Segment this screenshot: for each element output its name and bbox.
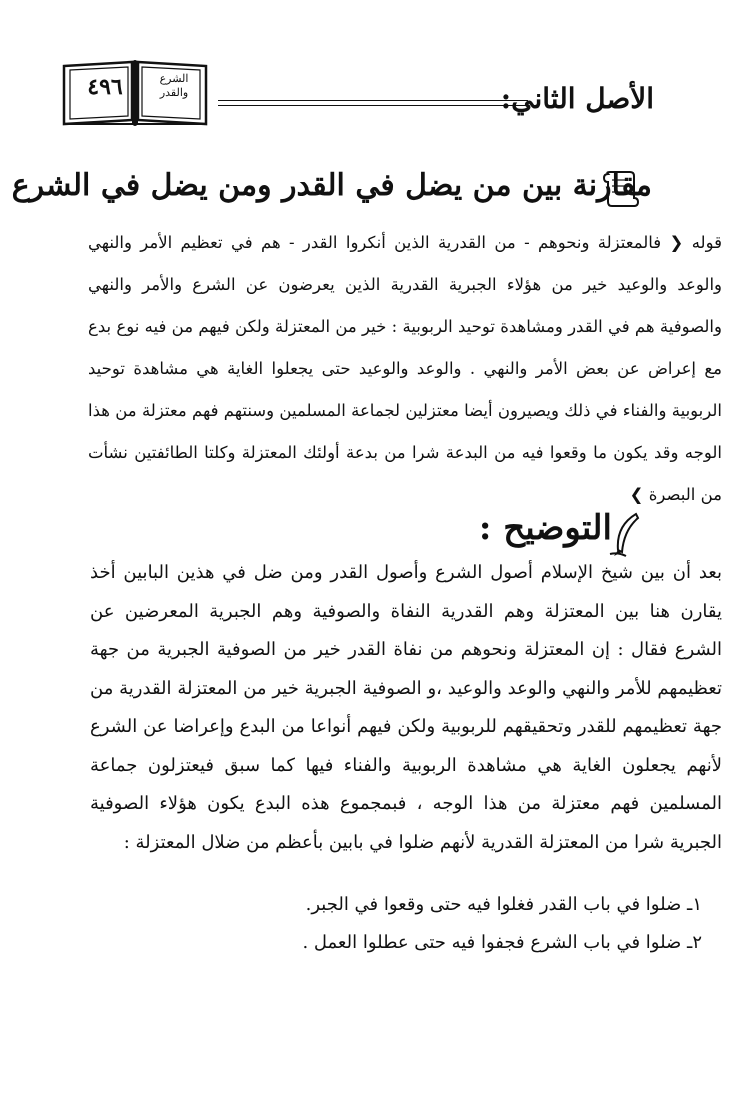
- header-rule: [218, 105, 528, 106]
- list-item: ٢ـ ضلوا في باب الشرع فجفوا فيه حتى عطلوا العمل .: [302, 932, 702, 953]
- points-list: [190, 886, 702, 962]
- explanation-text: بعد أن بين شيخ الإسلام أصول الشرع وأصول القدر ومن ضل في هذين البابين أخذ يقارن هنا بين المعتزلة وهم القدرية النفاة والصوفية وهم الجبرية المعرضين عن الشرع فقال : إن المعتزلة ونحوهم من نفاة القدر خير من الصوفية الجبرية من جهة تعظيمهم للأمر والنهي والوعد والوعيد ،و الصوفية الجبرية خير من المعتزلة القدرية من جهة تعظيمهم للقدر وتحقيقهم للربوبية ولكن فيهم أنواعا من البدع وإعراضا عن الشرع لأنهم يجعلون الغاية هي مشاهدة الربوبية والفناء فيها كما سبق فيعتزلون جماعة المسلمين فهم معتزلة من هذا الوجه ، فبمجموع هذه البدع يكون هؤلاء الصوفية الجبرية شرا من المعتزلة القدرية لأنهم ضلوا في بابين بأعظم من ضلال المعتزلة :: [90, 562, 722, 853]
- quoted-passage: [88, 222, 722, 516]
- header-rule: [218, 100, 528, 101]
- book-caption-line2: والقدر: [159, 86, 189, 99]
- explanation-body: [90, 554, 722, 862]
- section-title: مقارنة بين من يضل في القدر ومن يضل في الشرع: [11, 168, 652, 203]
- quill-icon: [606, 512, 646, 558]
- list-item: ١ـ ضلوا في باب القدر فغلوا فيه حتى وقعوا في الجبر.: [305, 894, 702, 915]
- explanation-heading: التوضيح :: [478, 508, 612, 548]
- book-caption: [150, 72, 198, 100]
- page-header: [50, 52, 654, 132]
- book-caption-line1: الشرع: [159, 72, 189, 85]
- book-icon: [60, 58, 210, 128]
- chapter-title: الأصل الثاني:: [500, 82, 654, 115]
- page-number: ٤٩٦: [87, 74, 123, 100]
- quote-text: قوله ❮ فالمعتزلة ونحوهم - من القدرية الذين أنكروا القدر - هم في تعظيم الأمر والنهي والوعد والوعيد خير من هؤلاء الجبرية القدرية الذين يعرضون عن الشرع والأمر والنهي والصوفية هم في القدر ومشاهدة توحيد الربوبية : خير من المعتزلة ولكن فيهم من فيه نوع بدع مع إعراض عن بعض الأمر والنهي . والوعد والوعيد حتى يجعلوا الغاية هي مشاهدة توحيد الربوبية والفناء في ذلك ويصيرون أيضا معتزلين لجماعة المسلمين وسنتهم فهم معتزلة من هذا الوجه وقد يكون ما وقعوا فيه من البدعة شرا من بدعة أولئك المعتزلة وكلتا الطائفتين نشأت من البصرة ❯: [88, 233, 722, 504]
